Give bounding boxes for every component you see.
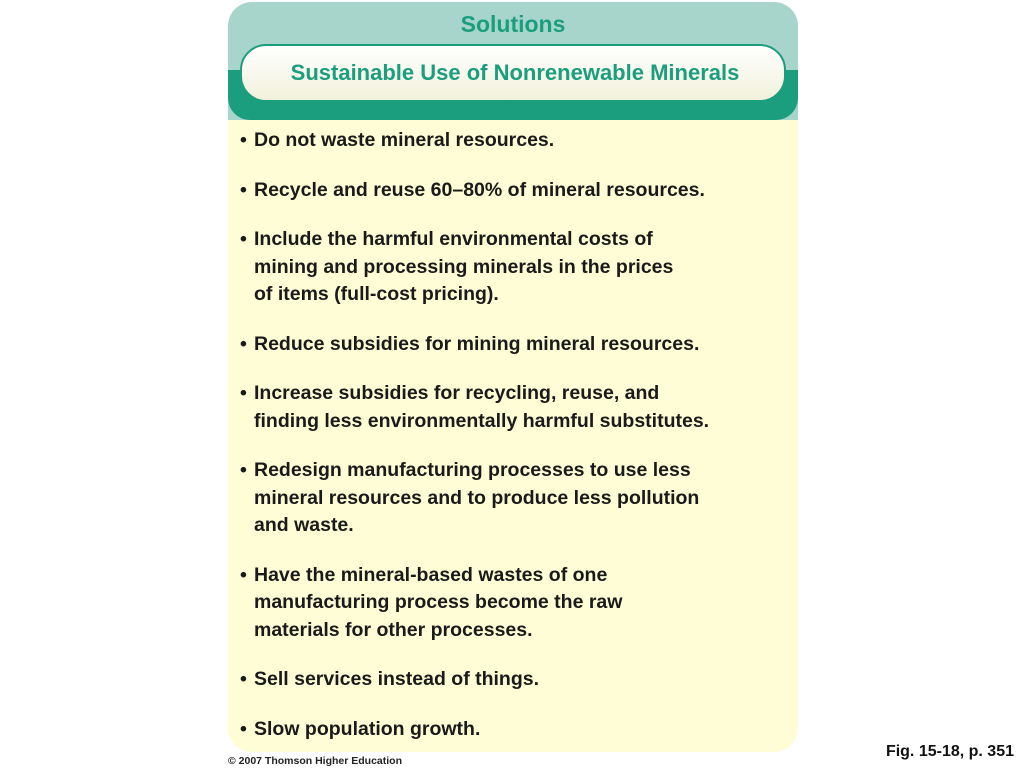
- bullet-dot: •: [240, 129, 247, 151]
- list-item: [240, 380, 790, 435]
- list-item-text: Have the mineral-based wastes of one: [254, 563, 608, 586]
- list-item-text: of items (full-cost pricing).: [254, 283, 499, 305]
- list-item-text: Sell services instead of things.: [254, 668, 540, 690]
- list-item-text: finding less environmentally harmful substitutes.: [254, 409, 710, 432]
- panel-title: Solutions: [460, 11, 566, 37]
- bullet-dot: •: [240, 228, 247, 250]
- list-item: [240, 562, 790, 645]
- bullet-dot: •: [240, 382, 247, 404]
- panel-header: [228, 2, 798, 120]
- list-item-text: Do not waste mineral resources.: [254, 129, 555, 151]
- list-item-text: Include the harmful environmental costs of: [254, 228, 653, 250]
- bullet-dot: •: [240, 563, 247, 586]
- list-item: [240, 226, 790, 309]
- list-item-text: Recycle and reuse 60–80% of mineral resources.: [254, 178, 705, 201]
- copyright-notice: © 2007 Thomson Higher Education: [228, 755, 403, 767]
- bullet-dot: •: [240, 178, 247, 201]
- list-item-text: Slow population growth.: [254, 717, 481, 740]
- solutions-list: [240, 127, 790, 752]
- panel-subtitle: Sustainable Use of Nonrenewable Minerals: [290, 60, 740, 85]
- figure-reference: Fig. 15-18, p. 351: [885, 743, 1014, 760]
- list-item: [240, 666, 790, 694]
- list-item-text: mining and processing minerals in the prices: [254, 255, 674, 278]
- list-item-text: Reduce subsidies for mining mineral resources.: [254, 332, 700, 355]
- list-item-text: Redesign manufacturing processes to use less: [254, 459, 691, 481]
- bullet-dot: •: [240, 717, 247, 740]
- list-item-text: materials for other processes.: [254, 618, 533, 641]
- list-item: [240, 127, 790, 155]
- list-item: [240, 177, 790, 205]
- list-item-text: manufacturing process become the raw: [254, 591, 623, 613]
- bullet-dot: •: [240, 668, 247, 690]
- subtitle-banner: [240, 44, 786, 102]
- solutions-panel: [228, 2, 798, 752]
- bullet-dot: •: [240, 459, 247, 481]
- list-item-text: Increase subsidies for recycling, reuse, and: [254, 382, 660, 404]
- list-item-text: mineral resources and to produce less pollution: [254, 486, 700, 509]
- list-item: [240, 331, 790, 359]
- bullet-dot: •: [240, 332, 247, 355]
- list-item: [240, 457, 790, 540]
- list-item-text: and waste.: [254, 514, 354, 536]
- list-item: [240, 716, 790, 744]
